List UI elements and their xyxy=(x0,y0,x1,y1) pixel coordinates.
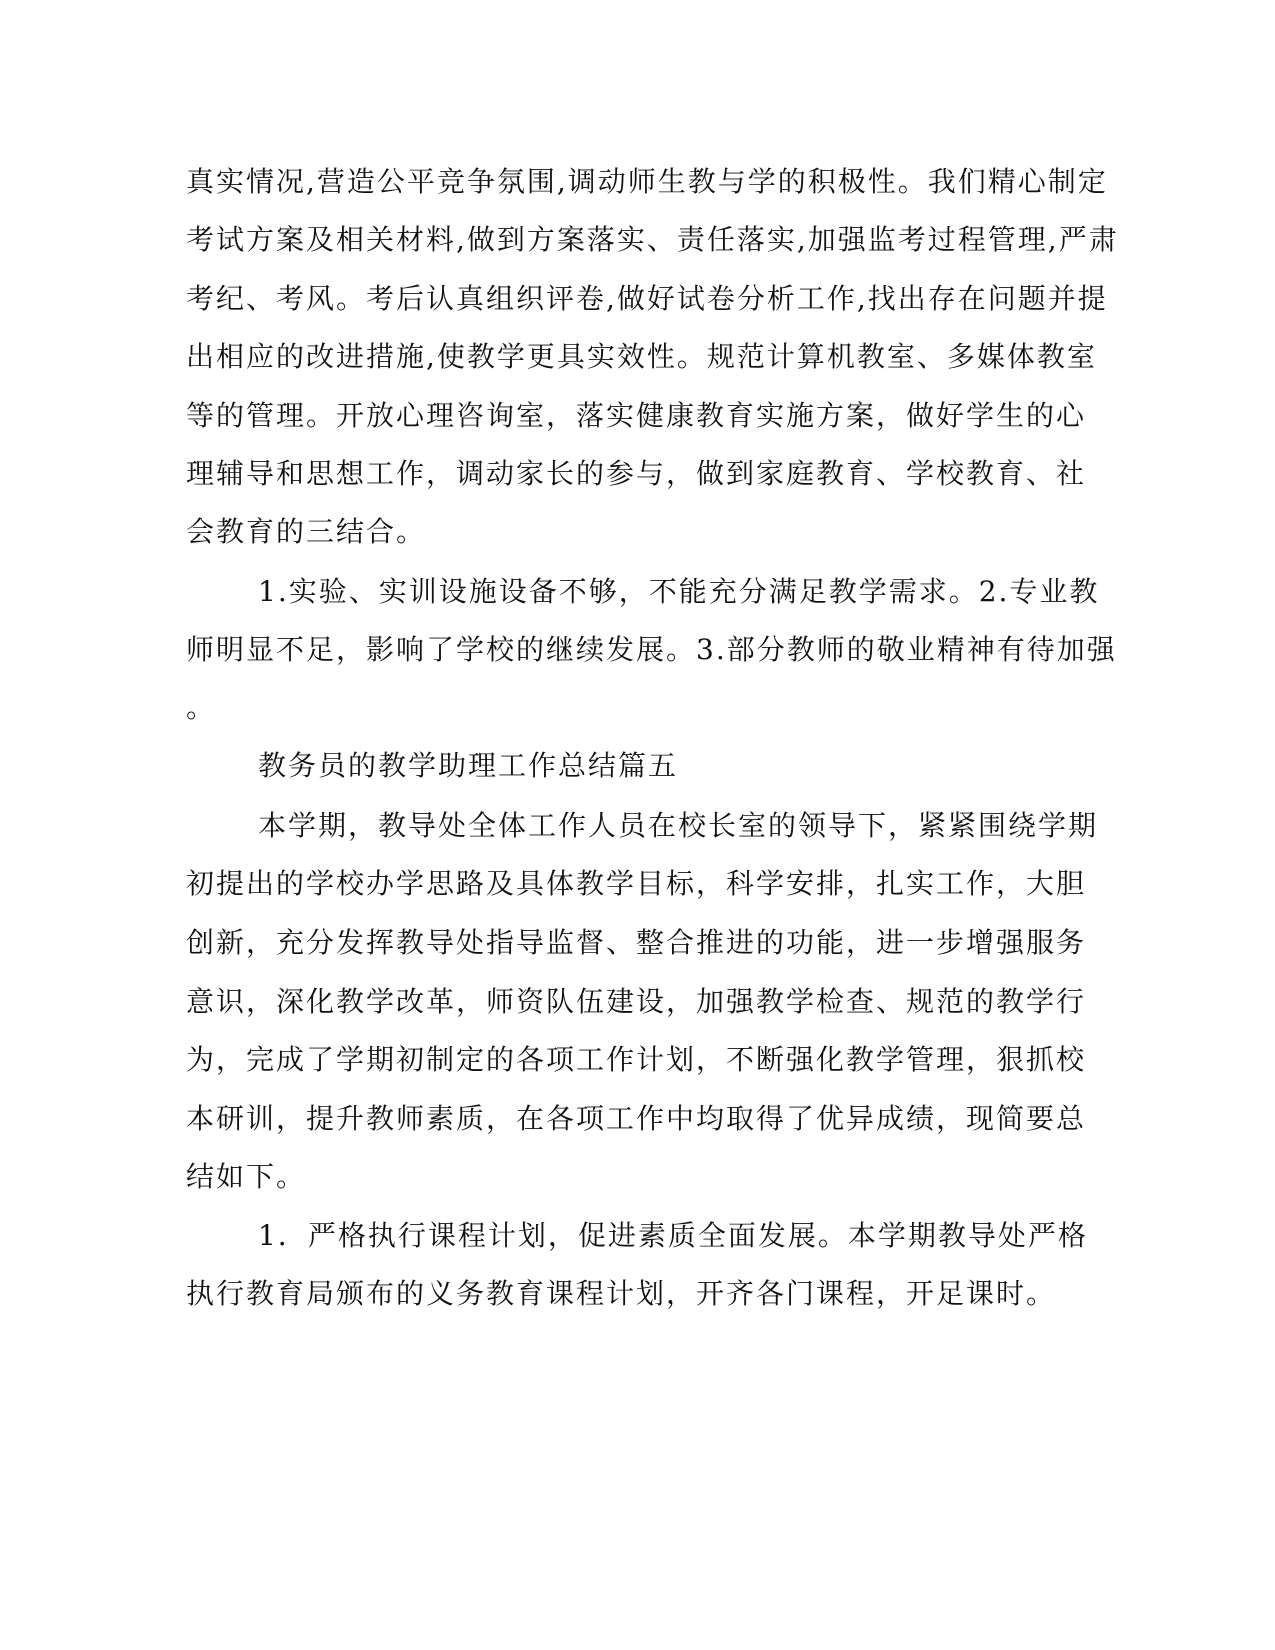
text-line: 真实情况,营造公平竞争氛围,调动师生教与学的积极性。我们精心制定 xyxy=(186,165,1108,198)
text-line: 理辅导和思想工作，调动家长的参与，做到家庭教育、学校教育、社 xyxy=(186,457,1087,490)
text-line: 本学期，教导处全体工作人员在校长室的领导下，紧紧围绕学期 xyxy=(258,809,1099,842)
text-line: 考试方案及相关材料,做到方案落实、责任落实,加强监考过程管理,严肃 xyxy=(186,223,1119,256)
text-line: 。 xyxy=(186,691,217,724)
text-line: 执行教育局颁布的义务教育课程计划，开齐各门课程，开足课时。 xyxy=(186,1277,1057,1310)
text-line: 初提出的学校办学思路及具体教学目标，科学安排，扎实工作，大胆 xyxy=(186,867,1087,900)
text-line: 考纪、考风。考后认真组织评卷,做好试卷分析工作,找出存在问题并提 xyxy=(186,282,1108,315)
text-line: 意识，深化教学改革，师资队伍建设，加强教学检查、规范的教学行 xyxy=(186,985,1087,1018)
section-heading: 教务员的教学助理工作总结篇五 xyxy=(258,749,679,782)
text-line: 出相应的改进措施,使教学更具实效性。规范计算机教室、多媒体教室 xyxy=(186,340,1097,373)
text-line: 会教育的三结合。 xyxy=(186,515,427,548)
text-line: 结如下。 xyxy=(186,1160,307,1193)
text-line: 创新，充分发挥教导处指导监督、整合推进的功能，进一步增强服务 xyxy=(186,926,1087,959)
text-line: 为，完成了学期初制定的各项工作计划，不断强化教学管理，狠抓校 xyxy=(186,1043,1087,1076)
text-line: 等的管理。开放心理咨询室，落实健康教育实施方案，做好学生的心 xyxy=(186,399,1087,432)
text-line: 师明显不足，影响了学校的继续发展。3.部分教师的敬业精神有待加强 xyxy=(186,633,1117,666)
text-line: 1．严格执行课程计划，促进素质全面发展。本学期教导处严格 xyxy=(258,1219,1088,1252)
text-line: 本研训，提升教师素质，在各项工作中均取得了优异成绩，现简要总 xyxy=(186,1102,1087,1135)
text-line: 1.实验、实训设施设备不够，不能充分满足教学需求。2.专业教 xyxy=(258,575,1100,608)
